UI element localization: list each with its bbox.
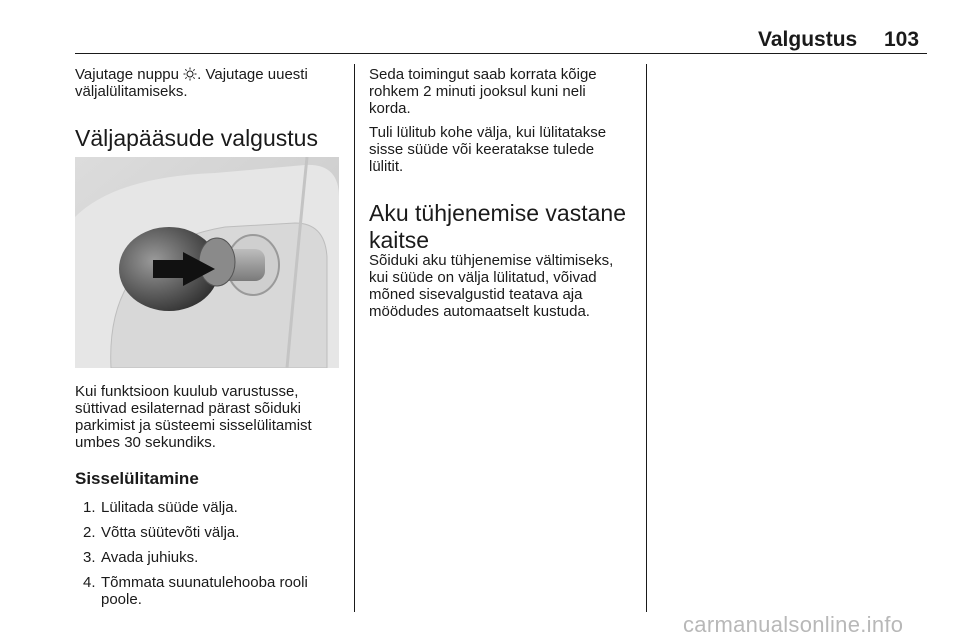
step-text: Avada juhiuks. [101, 549, 199, 566]
paragraph-line: möödudes automaatselt kustuda. [369, 303, 590, 320]
paragraph-line: kui süüde on välja lülitatud, võivad [369, 269, 597, 286]
paragraph-line: mõned sisevalgustid teatava aja [369, 286, 583, 303]
step-text: Lülitada süüde välja. [101, 499, 238, 516]
step-number: 2. [83, 524, 96, 541]
paragraph-line: sisse süüde või keeratakse tulede [369, 141, 595, 158]
section-heading-battery-protection [369, 200, 637, 254]
paragraph-line: Tuli lülitub kohe välja, kui lülitatakse [369, 124, 607, 141]
step-number: 3. [83, 549, 96, 566]
paragraph-line: korda. [369, 100, 411, 117]
paragraph-line: süttivad esilaternad pärast sõiduki [75, 400, 301, 417]
subheading-activation: Sisselülitamine [75, 469, 199, 488]
paragraph-line: parkimist ja süsteemi sisselülitamist [75, 417, 312, 434]
paragraph-line: Kui funktsioon kuulub varustusse, [75, 383, 299, 400]
step-text: poole. [101, 591, 142, 608]
exit-lighting-paragraph [75, 383, 343, 451]
step-item [75, 549, 343, 566]
heading-line: Aku tühjenemise vastane [369, 200, 626, 226]
column-divider-left [354, 64, 355, 612]
switch-off-paragraph [369, 124, 637, 175]
heading-line: kaitse [369, 227, 430, 253]
turn-signal-stalk-figure [75, 157, 339, 368]
step-number: 4. [83, 574, 96, 591]
turn-signal-stalk-arrow-icon [75, 157, 339, 368]
step-item [75, 574, 343, 608]
header-section-title: Valgustus [758, 28, 858, 51]
paragraph-line: lülitit. [369, 158, 404, 175]
intro-text-after-icon: . Vajutage uuesti [197, 66, 308, 83]
step-item [75, 499, 343, 516]
column-divider-right [646, 64, 647, 612]
section-heading-exit-lighting: Väljapääsude valgustus [75, 125, 318, 151]
light-switch-icon [183, 67, 197, 81]
step-item [75, 524, 343, 541]
watermark: carmanualsonline.info [683, 612, 904, 637]
step-text: Tõmmata suunatulehooba rooli [101, 574, 308, 591]
step-number: 1. [83, 499, 96, 516]
page-number: 103 [884, 28, 920, 51]
step-text: Võtta süütevõti välja. [101, 524, 240, 541]
paragraph-line: Seda toimingut saab korrata kõige [369, 66, 597, 83]
intro-text-line2: väljalülitamiseks. [75, 83, 188, 100]
header-rule [75, 53, 927, 54]
repeat-paragraph [369, 66, 637, 117]
intro-paragraph [75, 66, 343, 100]
paragraph-line: umbes 30 sekundiks. [75, 434, 216, 451]
intro-text-before-icon: Vajutage nuppu [75, 66, 179, 83]
paragraph-line: rohkem 2 minuti jooksul kuni neli [369, 83, 586, 100]
activation-steps-list [75, 499, 343, 616]
battery-protection-paragraph [369, 252, 637, 320]
paragraph-line: Sõiduki aku tühjenemise vältimiseks, [369, 252, 614, 269]
